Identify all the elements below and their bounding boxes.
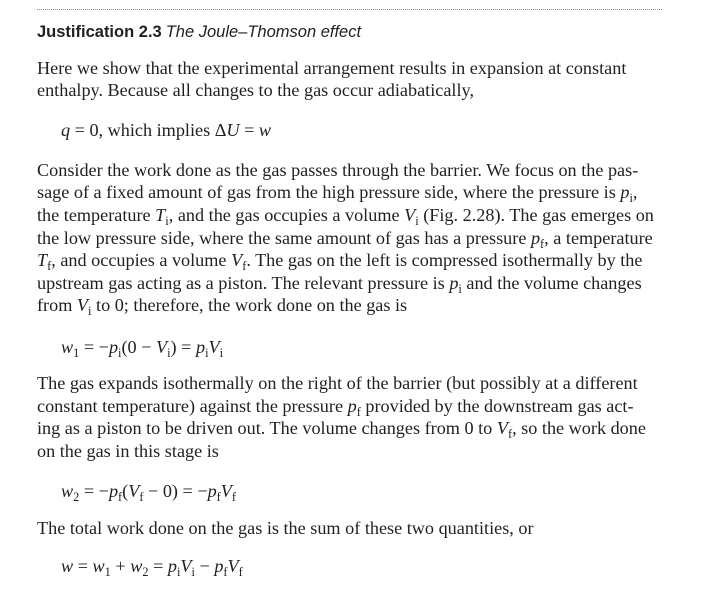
- equation-w1: $w_1 = -p_i(0 - V_i) = p_iV_i$: [61, 337, 224, 360]
- text-line: $T_f$, and occupies a volume $V_f$. The gas on the left is compressed isothermally by the: [37, 250, 643, 273]
- text-line: Consider the work done as the gas passes through the barrier. We focus on the pas-: [37, 160, 639, 180]
- equation-adiabatic: q = 0, which implies ΔU = w: [61, 120, 272, 140]
- top-dotted-rule: [37, 9, 662, 10]
- text-line: sage of a fixed amount of gas from the high pressure side, where the pressure is $p_i$,: [37, 182, 638, 205]
- justification-label: Justification 2.3: [37, 23, 162, 41]
- text-line: constant temperature) against the pressure $p_f$ provided by the downstream gas act-: [37, 396, 634, 419]
- equation-total-work: $w = w_1 + w_2 = p_iV_i - p_fV_f$: [61, 556, 243, 579]
- text-line: the low pressure side, where the same amount of gas has a pressure $p_f$, a temperature: [37, 228, 653, 251]
- text-line: upstream gas acting as a piston. The relevant pressure is $p_i$ and the volume changes: [37, 273, 642, 296]
- text-line: Here we show that the experimental arrangement results in expansion at constant: [37, 58, 627, 78]
- text-line: enthalpy. Because all changes to the gas occur adiabatically,: [37, 80, 474, 100]
- text-line: the temperature $T_i$, and the gas occupies a volume $V_i$ (Fig. 2.28). The gas emerges on: [37, 205, 654, 228]
- justification-title: The Joule–Thomson effect: [165, 23, 362, 41]
- text-line: The gas expands isothermally on the right of the barrier (but possibly at a different: [37, 373, 638, 393]
- equation-w2: $w_2 = -p_f(V_f - 0) = -p_fV_f$: [61, 481, 237, 504]
- text-line: on the gas in this stage is: [37, 441, 219, 461]
- text-line: ing as a piston to be driven out. The volume changes from 0 to $V_f$, so the work done: [37, 418, 646, 441]
- text-line: The total work done on the gas is the sum of these two quantities, or: [37, 518, 534, 538]
- justification-heading: [37, 21, 361, 43]
- text-line: from $V_i$ to 0; therefore, the work done on the gas is: [37, 295, 408, 318]
